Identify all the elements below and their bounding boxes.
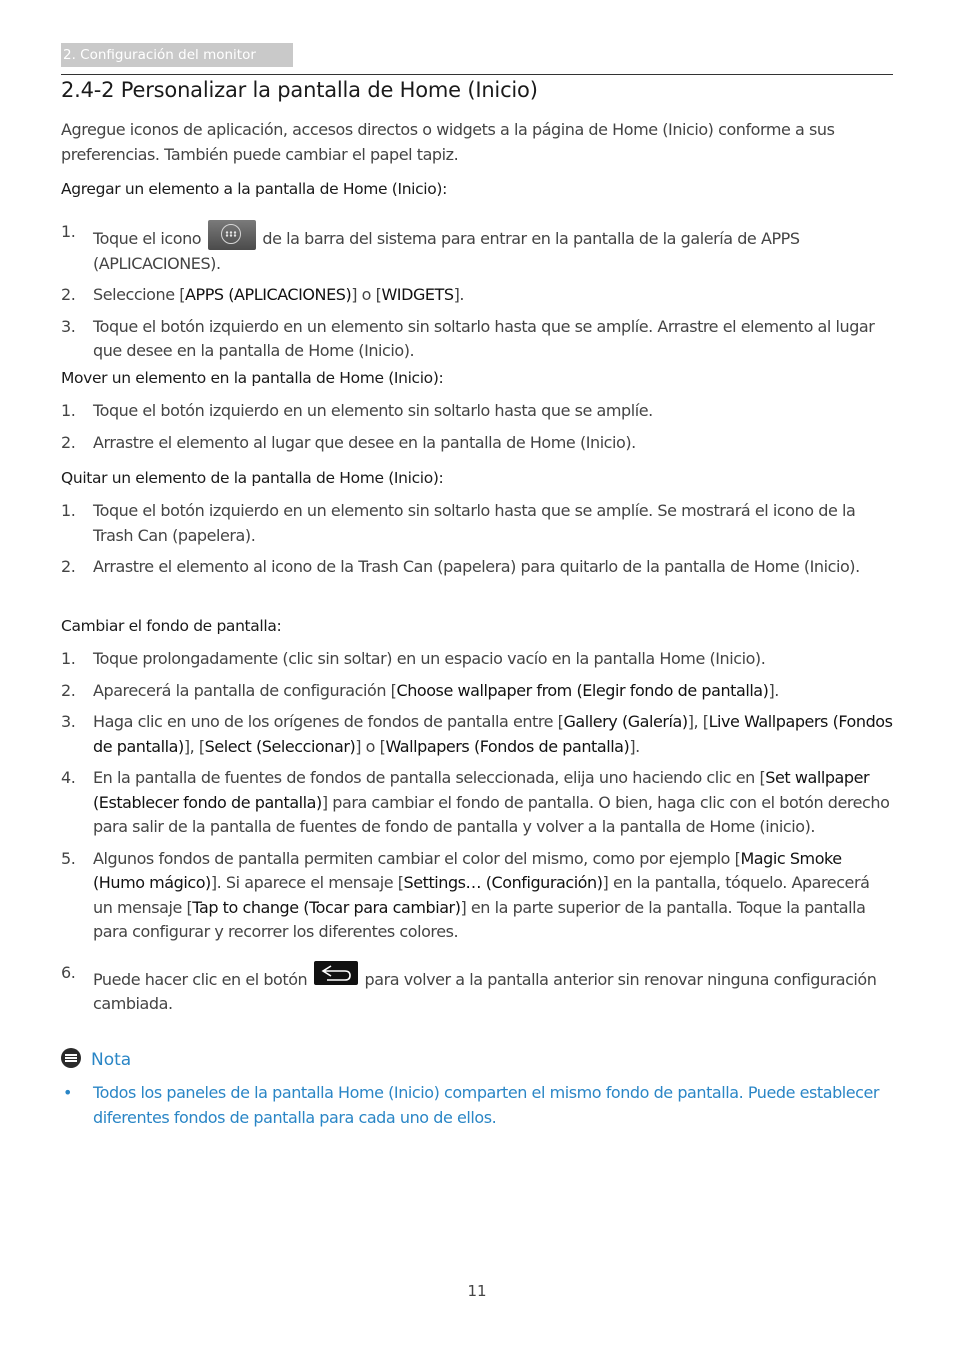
note-list — [61, 1081, 893, 1130]
header-rule — [61, 74, 893, 75]
list-item: 6. Puede hacer clic en el botón para volver a la pantalla anterior sin renovar ninguna configuración cambiada. — [61, 962, 877, 1013]
list-item: 3. Toque el botón izquierdo en un elemento sin soltarlo hasta que se amplíe. Arrastre el elemento al lugar que desee en la pantalla de Home (Inicio). — [61, 316, 875, 360]
list-item: 1. Toque el icono de la barra del sistema para entrar en la pantalla de la galería de APPS (APLICACIONES). — [61, 222, 800, 273]
list-item: 2. Seleccione [APPS (APLICACIONES)] o [WIDGETS]. — [61, 285, 465, 304]
remove-steps — [61, 499, 893, 580]
list-item: 2. Aparecerá la pantalla de configuración [Choose wallpaper from (Elegir fondo de pantalla)]. — [61, 680, 779, 700]
apps-grid-icon — [208, 220, 256, 250]
remove-heading: Quitar un elemento de la pantalla de Home (Inicio): — [61, 469, 444, 487]
page-number: 11 — [467, 1282, 487, 1300]
list-item: 2. Arrastre el elemento al lugar que desee en la pantalla de Home (Inicio). — [61, 432, 636, 452]
wallpaper-steps — [61, 647, 893, 1017]
note-heading: Nota — [61, 1048, 131, 1070]
list-item: 1. Toque prolongadamente (clic sin soltar) en un espacio vacío en la pantalla Home (Inicio). — [61, 649, 766, 668]
note-item: • Todos los paneles de la pantalla Home (Inicio) comparten el mismo fondo de pantalla. Puede establecer diferentes fondos de pantalla para cada uno de ellos. — [63, 1083, 880, 1127]
add-heading: Agregar un elemento a la pantalla de Home (Inicio): — [61, 180, 447, 198]
page-title: 2.4-2 Personalizar la pantalla de Home (Inicio) — [61, 78, 538, 102]
intro-paragraph: Agregue iconos de aplicación, accesos directos o widgets a la página de Home (Inicio) conforme a sus preferencias. También puede cambiar el papel tapiz. — [61, 120, 835, 164]
back-arrow-icon — [314, 961, 358, 985]
list-item: 2. Arrastre el elemento al icono de la Trash Can (papelera) para quitarlo de la pantalla de Home (Inicio). — [61, 557, 860, 576]
move-heading: Mover un elemento en la pantalla de Home (Inicio): — [61, 369, 444, 387]
list-item: 4. En la pantalla de fuentes de fondos de pantalla seleccionada, elija uno haciendo clic en [Set wallpaper (Establecer fondo de pantalla)] para cambiar el fondo de pantalla. O bien, haga clic con el botón derecho para salir de la pantalla de fuentes de fondo de pantalla y volver a la pantalla de Home (inicio). — [61, 768, 890, 836]
list-item: 5. Algunos fondos de pantalla permiten cambiar el color del mismo, como por ejemplo [Magic Smoke (Humo mágico)]. Si aparece el mensaje [Settings… (Configuración)] en la pantalla, tóquelo. Aparecerá un mensaje [Tap to change (Tocar para cambiar)] en la parte superior de la pantalla. Toque la pantalla para configurar y recorrer los diferentes colores. — [61, 848, 870, 941]
wallpaper-heading: Cambiar el fondo de pantalla: — [61, 617, 282, 635]
list-item: 3. Haga clic en uno de los orígenes de fondos de pantalla entre [Gallery (Galería)], [Live Wallpapers (Fondos de pantalla)], [Select (Seleccionar)] o [Wallpapers (Fondos de pantalla)]. — [61, 712, 893, 756]
move-steps — [61, 399, 893, 455]
section-tab: 2. Configuración del monitor — [61, 43, 293, 67]
add-steps — [61, 220, 893, 364]
note-icon — [61, 1048, 81, 1068]
list-item: 1. Toque el botón izquierdo en un elemento sin soltarlo hasta que se amplíe. Se mostrará el icono de la Trash Can (papelera). — [61, 501, 856, 545]
list-item: 1. Toque el botón izquierdo en un elemento sin soltarlo hasta que se amplíe. — [61, 401, 653, 420]
